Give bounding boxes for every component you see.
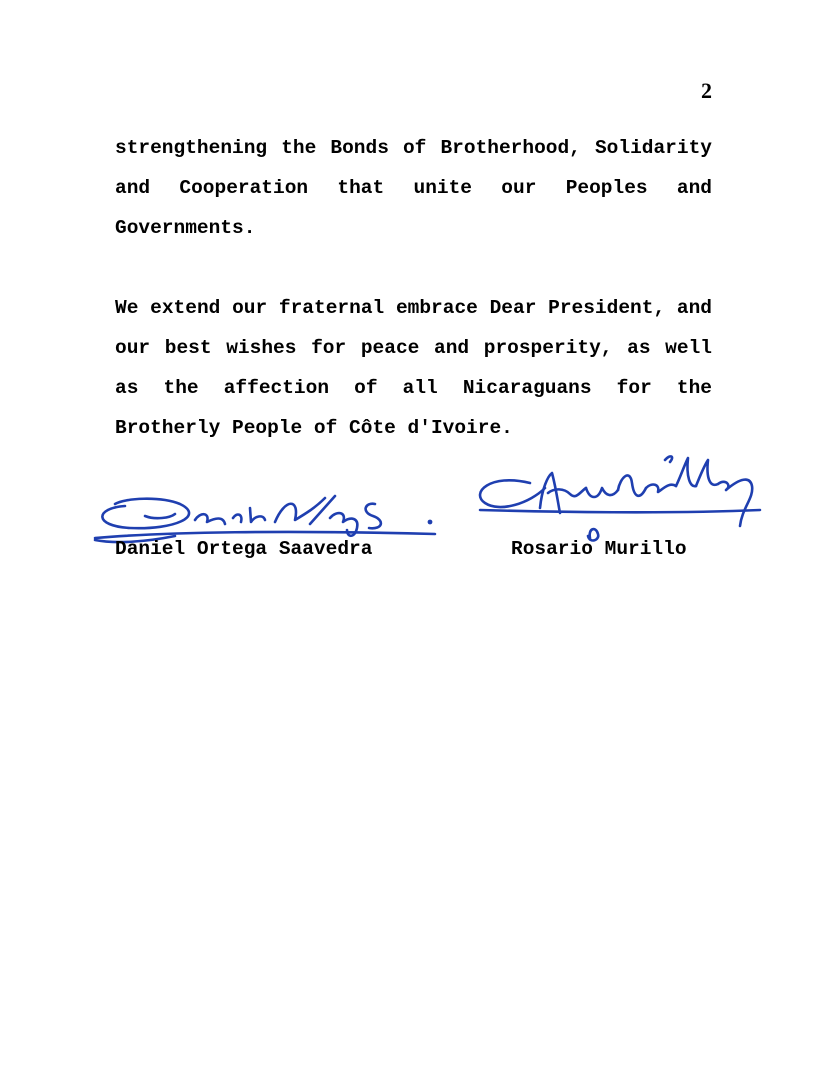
signatory-name-ortega: Daniel Ortega Saavedra — [115, 538, 373, 560]
page-number: 2 — [701, 78, 712, 103]
letter-paragraph-farewell: We extend our fraternal embrace Dear President, and our best wishes for peace and prosperity, as well as the affection of all Nicaraguans for the Brotherly People of Côte d'Ivoire. — [115, 297, 712, 439]
ortega-signature — [85, 468, 445, 548]
letter-paragraph-closing-clause: strengthening the Bonds of Brotherhood, Solidarity and Cooperation that unite our Peoples and Governments. — [115, 137, 712, 239]
signatory-name-murillo: Rosario Murillo — [511, 538, 687, 560]
